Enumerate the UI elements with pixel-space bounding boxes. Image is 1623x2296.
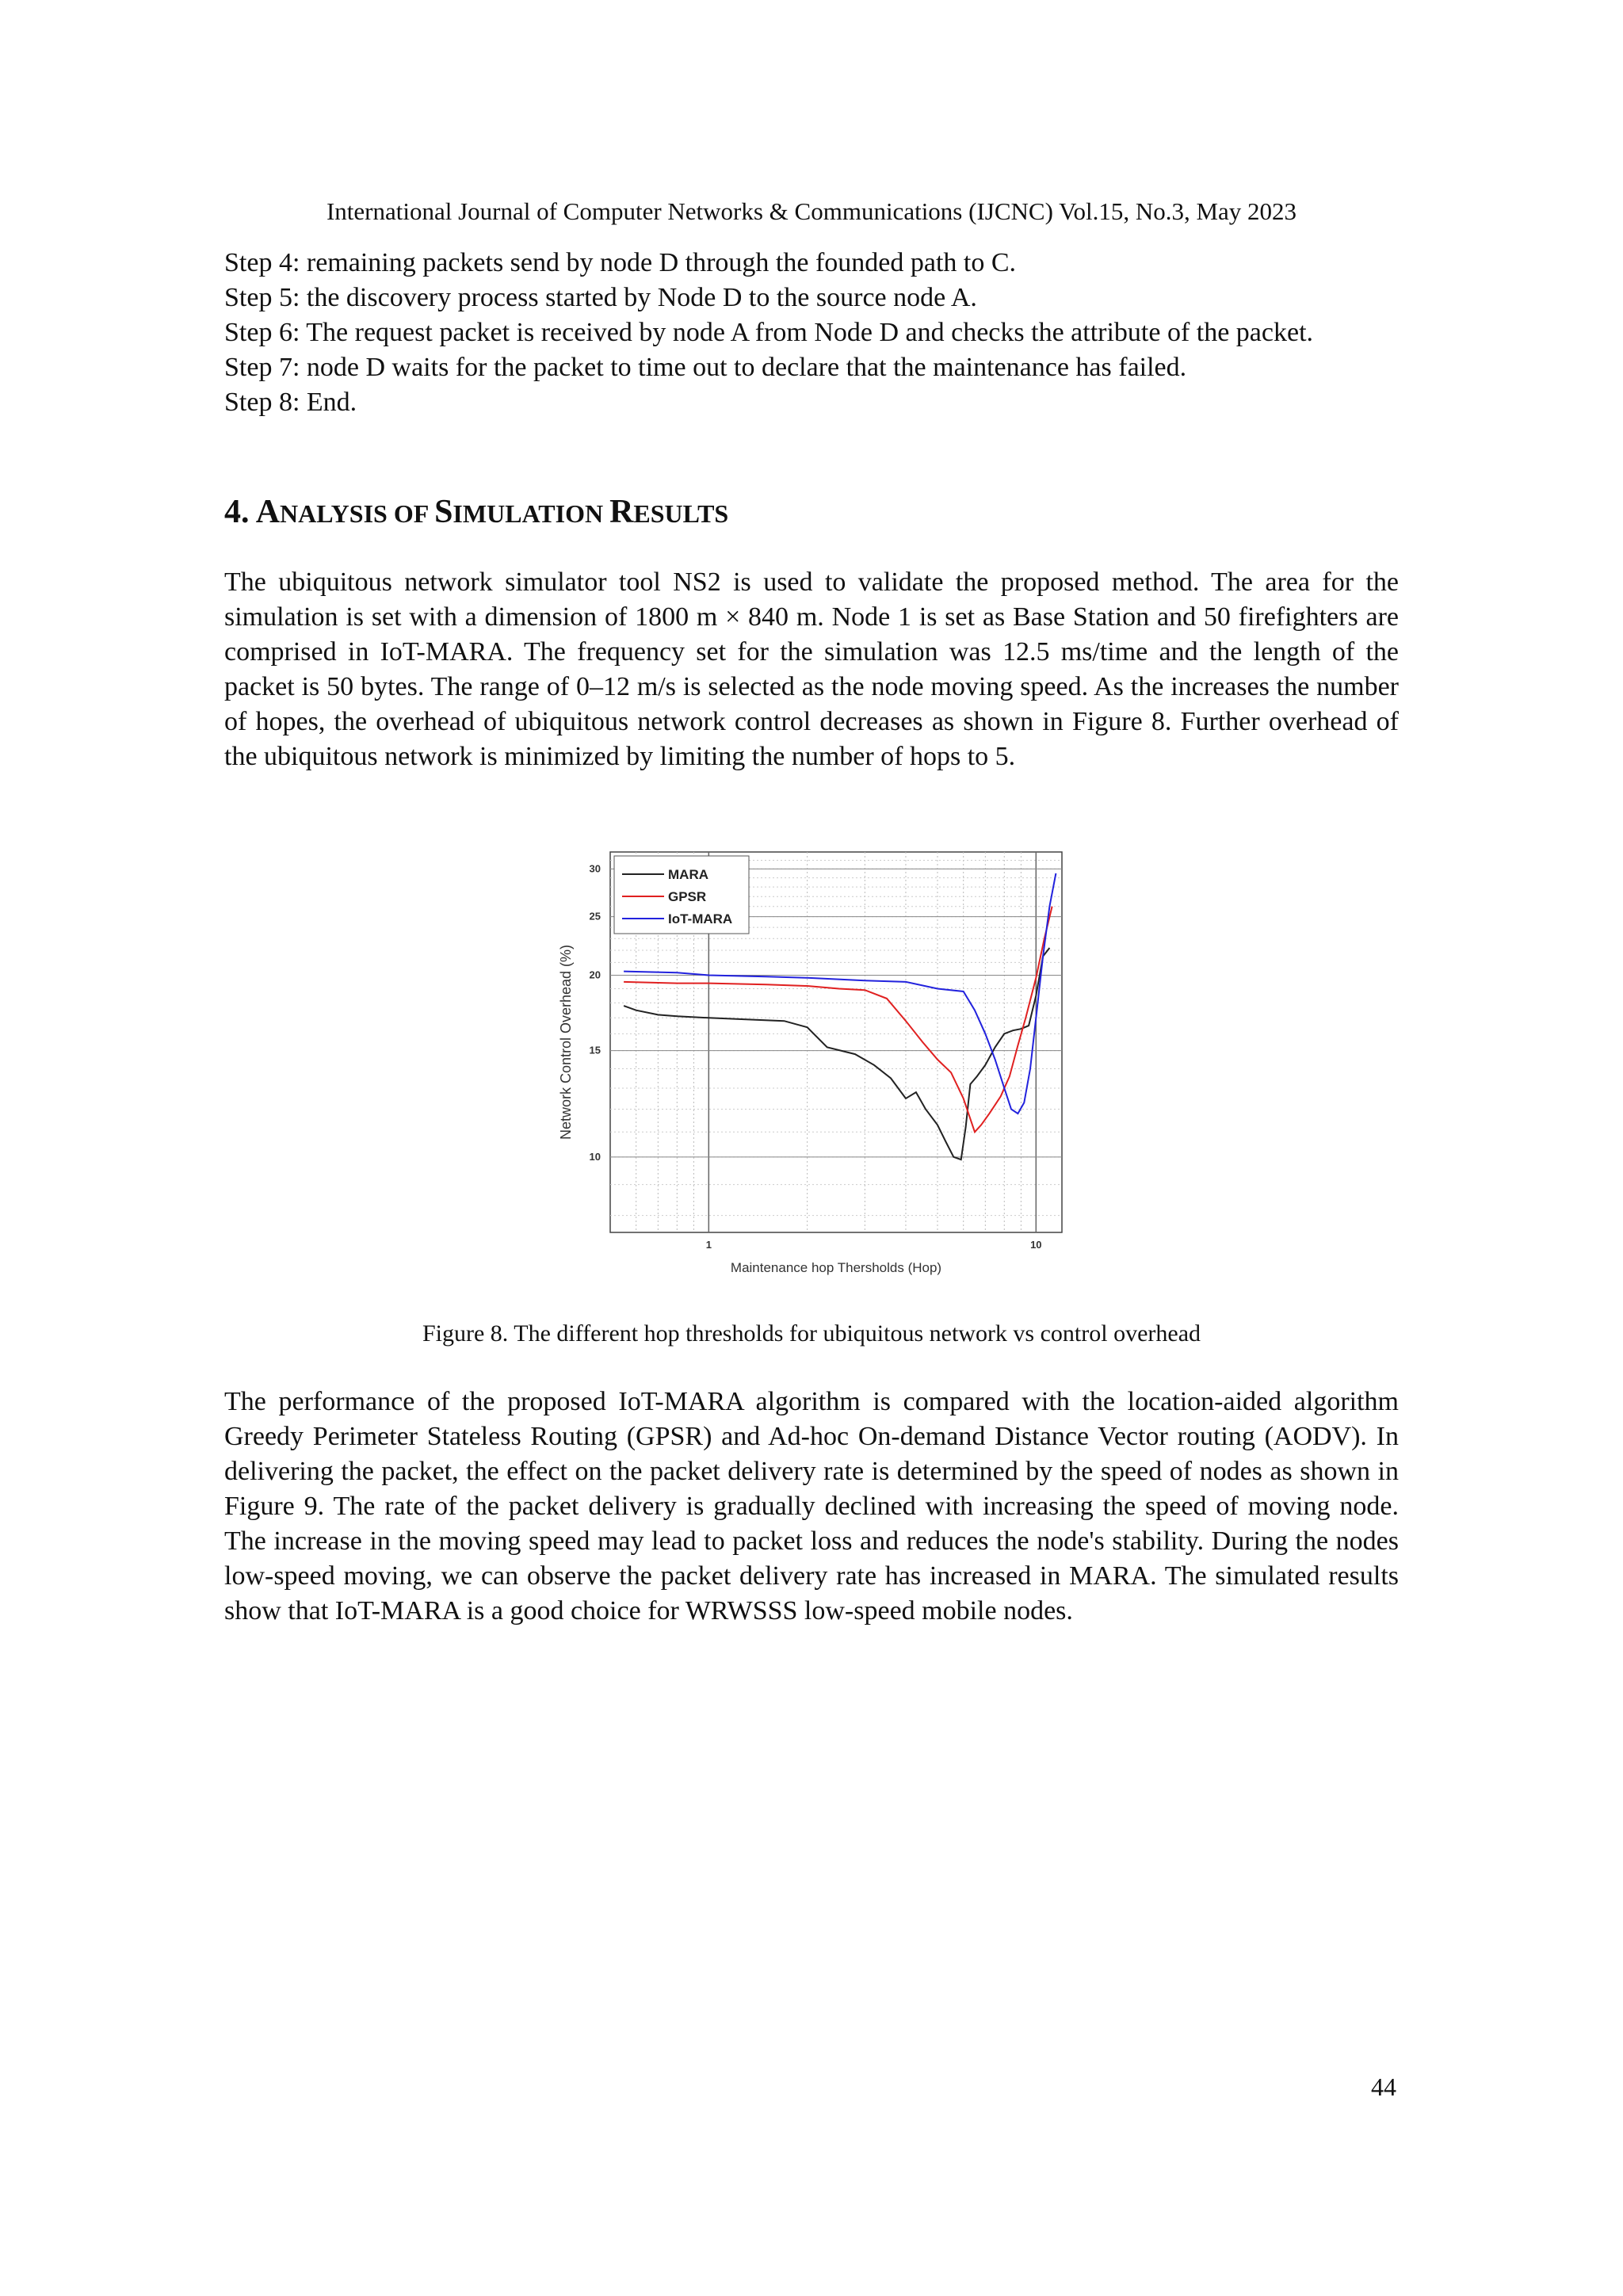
- y-tick-label: 15: [589, 1044, 601, 1056]
- figure-8: [547, 844, 1078, 1288]
- legend: [614, 856, 749, 934]
- section-title-word-2: SIMULATION: [434, 494, 610, 530]
- legend-label-gpsr: GPSR: [668, 889, 707, 904]
- step-5: Step 5: the discovery process started by Node D to the source node A.: [224, 283, 977, 312]
- x-tick-label: 1: [705, 1239, 712, 1251]
- overhead-chart: [547, 844, 1078, 1288]
- legend-label-mara: MARA: [668, 867, 708, 882]
- step-8: Step 8: End.: [224, 388, 357, 417]
- y-tick-label: 10: [589, 1150, 601, 1163]
- algorithm-steps: [224, 246, 1399, 420]
- section-number: 4.: [224, 494, 250, 530]
- y-tick-label: 25: [589, 910, 601, 923]
- paragraph-performance-comparison: The performance of the proposed IoT-MARA algorithm is compared with the location-aided algorithm Greedy Perimeter Stateless Routing (GPSR) and Ad-hoc On-demand Distance Vector routing (AODV). In delivering the packet, the effect on the packet delivery rate is determined by the speed of nodes as shown in Figure 9. The rate of the packet delivery is gradually declined with increasing the speed of moving node. The increase in the moving speed may lead to packet loss and reduces the node's stability. During the nodes low-speed moving, we can observe the packet delivery rate has increased in MARA. The simulated results show that IoT-MARA is a good choice for WRWSSS low-speed mobile nodes.: [224, 1387, 1399, 1626]
- paragraph-simulation-setup: The ubiquitous network simulator tool NS2 is used to validate the proposed method. The area for the simulation is set with a dimension of 1800 m × 840 m. Node 1 is set as Base Station and 50 firefighters are comprised in IoT-MARA. The frequency set for the simulation was 12.5 ms/time and the length of the packet is 50 bytes. The range of 0–12 m/s is selected as the node moving speed. As the increases the number of hopes, the overhead of ubiquitous network control decreases as shown in Figure 8. Further overhead of the ubiquitous network is minimized by limiting the number of hops to 5.: [224, 567, 1399, 771]
- section-title-word-1: ANALYSIS OF: [255, 494, 435, 530]
- x-axis-label: Maintenance hop Thersholds (Hop): [730, 1260, 942, 1275]
- section-heading: [224, 491, 728, 534]
- step-6: Step 6: The request packet is received by node A from Node D and checks the attribute of the packet.: [224, 318, 1314, 347]
- y-axis-label: Network Control Overhead (%): [558, 944, 574, 1140]
- legend-label-iot-mara: IoT-MARA: [668, 911, 733, 926]
- page-number: 44: [1371, 2073, 1396, 2101]
- y-tick-label: 30: [589, 862, 601, 875]
- running-header: International Journal of Computer Networks & Communications (IJCNC) Vol.15, No.3, May 2023: [326, 197, 1297, 225]
- figure-caption: Figure 8. The different hop thresholds for ubiquitous network vs control overhead: [422, 1320, 1201, 1347]
- section-title-word-3: RESULTS: [609, 494, 729, 530]
- step-4: Step 4: remaining packets send by node D through the founded path to C.: [224, 248, 1017, 277]
- y-tick-label: 20: [589, 968, 601, 981]
- step-7: Step 7: node D waits for the packet to time out to declare that the maintenance has failed.: [224, 353, 1187, 382]
- x-tick-label: 10: [1030, 1239, 1042, 1251]
